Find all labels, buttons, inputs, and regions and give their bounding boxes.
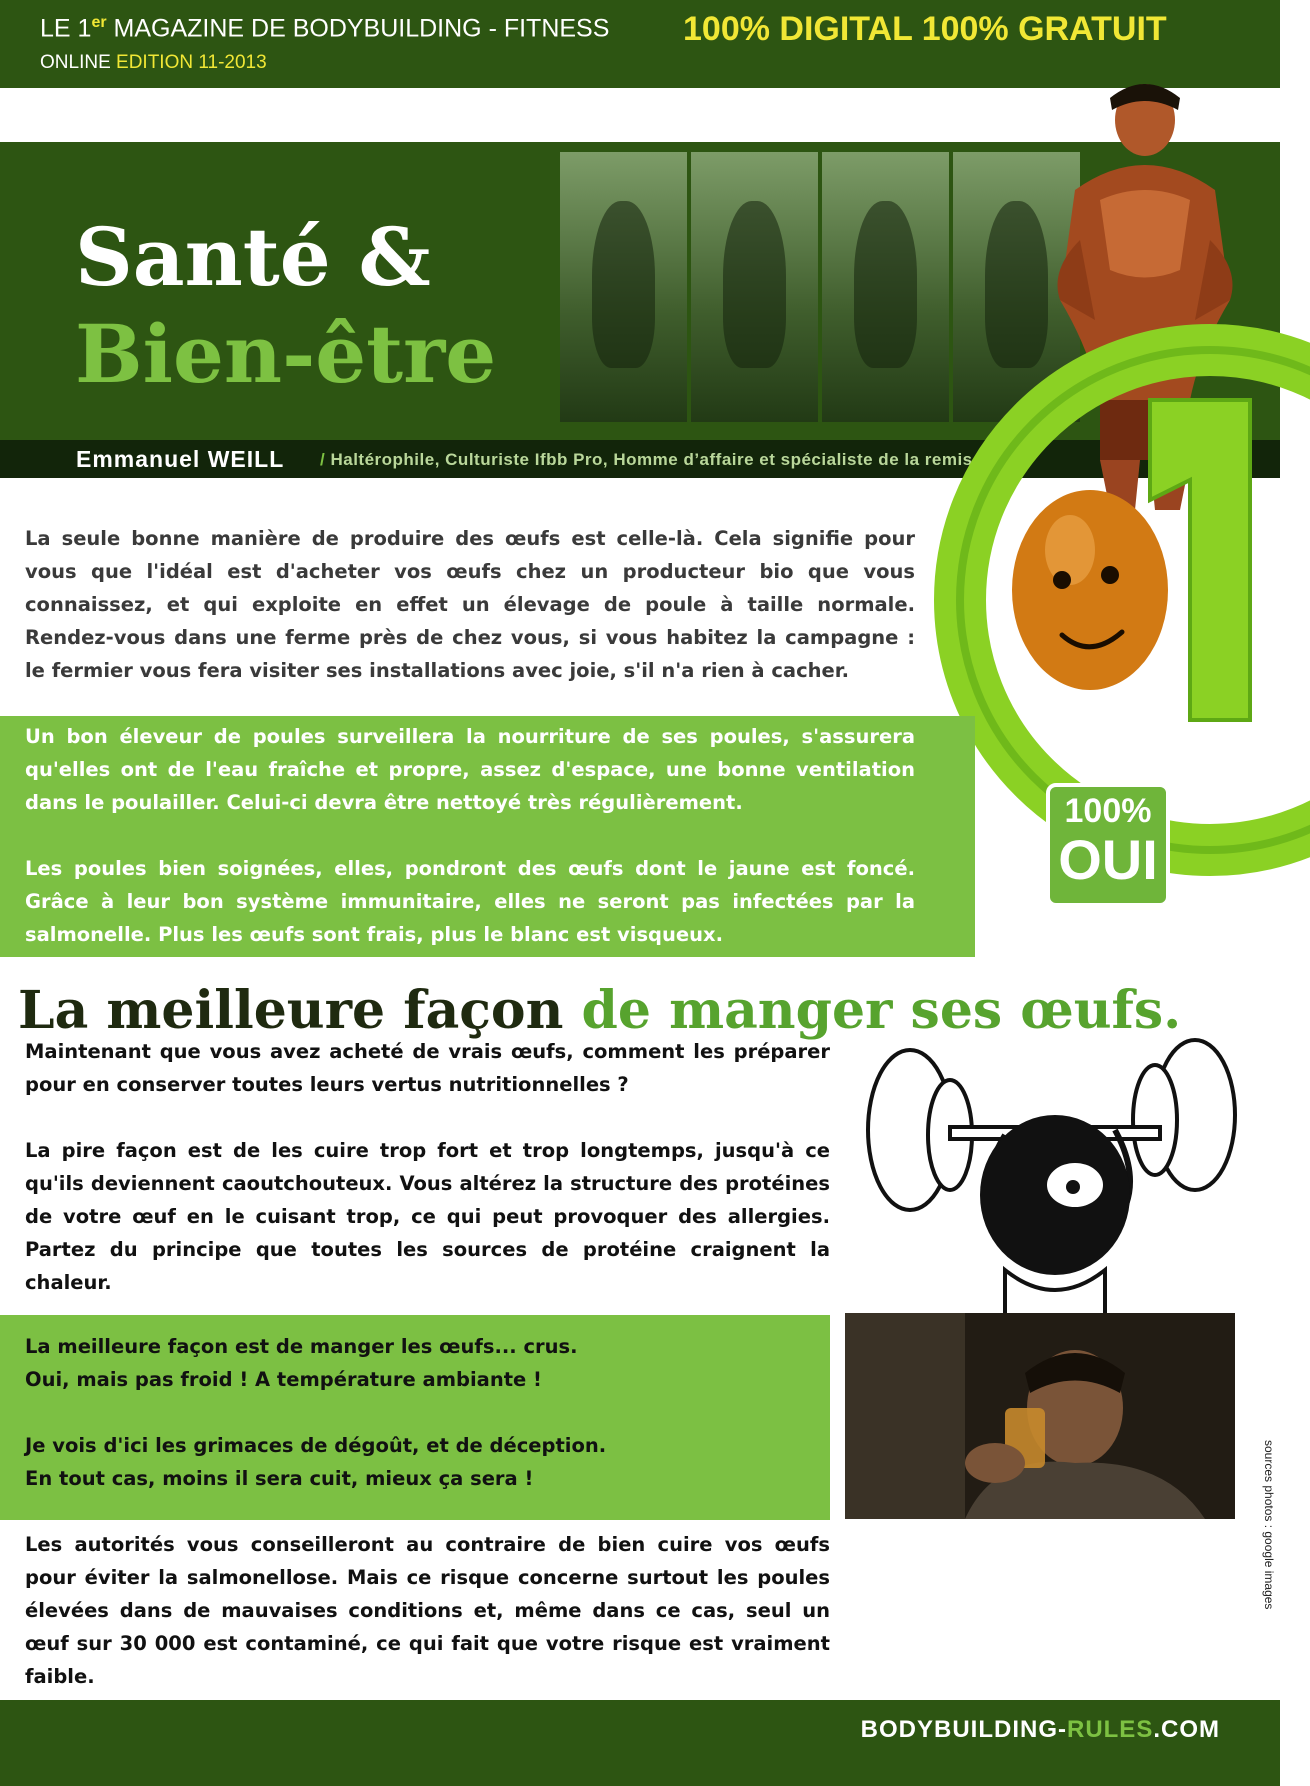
paragraph-intro: La seule bonne manière de produire des œufs est celle-là. Cela signifie pour vous que l'idéal est d'acheter vos œufs chez un producteur bio que vous connaissez, et qui exploite en effet un élevage de poule à taille normale. Rendez-vous dans une ferme près de chez vous, si vous habitez la campagne : le fermier vous fera visiter ses installations avec joie, s'il n'a rien à cacher.: [25, 527, 915, 682]
oui-badge: [1048, 790, 1168, 891]
paragraph-preparation: Maintenant que vous avez acheté de vrais œufs, comment les préparer pour en conserver toutes leurs vertus nutritionnelles ? La pire façon est de les cuire trop fort et trop longtemps, jusqu'à ce qu'ils deviennent caoutchouteux. Vous altérez la structure des protéines de votre œuf en le cuisant trop, ce qui peut provoquer des allergies. Partez du principe que toutes les sources de protéine craignent la chaleur.: [25, 1040, 830, 1294]
author-name: Emmanuel WEILL: [76, 446, 285, 472]
banner-tagline: 100% DIGITAL 100% GRATUIT: [683, 10, 1167, 48]
section-title-line1: Santé &: [75, 210, 431, 304]
photo-credits: sources photos : google images: [1262, 1440, 1276, 1610]
banner-superscript: er: [91, 14, 107, 31]
paragraph-raw-eggs: La meilleure façon est de manger les œufs... crus. Oui, mais pas froid ! A température ambiante ! Je vois d'ici les grimaces de dégoût, et de déception. En tout cas, moins il sera cuit, mieux ça sera !: [25, 1335, 607, 1490]
paragraph-breeder: Un bon éleveur de poules surveillera la nourriture de ses poules, s'assurera qu'elles ont de l'eau fraîche et propre, assez d'espace, une bonne ventilation dans le poulailler. Celui-ci devra être nettoyé très régulièrement. Les poules bien soignées, elles, pondront des œufs dont le jaune est foncé. Grâce à leur bon système immunitaire, elles ne seront pas infectées par la salmonelle. Plus les œufs sont frais, plus le blanc est visqueux.: [25, 725, 915, 946]
man-drinking-eggs-photo: [845, 1313, 1235, 1519]
section-title-line2: Bien-être: [75, 307, 497, 401]
banner-edition: ONLINE EDITION 11-2013: [40, 52, 267, 73]
smiling-egg-icon: [1012, 490, 1168, 690]
site-name: BODYBUILDING-RULES.COM: [860, 1716, 1220, 1743]
footer: [0, 1700, 1280, 1786]
bodybuilder-photo: [822, 152, 949, 422]
badge-percent: 100%: [1064, 792, 1152, 830]
badge-word: OUI: [1058, 828, 1158, 891]
author-role: / Haltérophile, Culturiste Ifbb Pro, Homme d’affaire et spécialiste de la remise en fo: [320, 450, 1031, 469]
article-headline: La meilleure façon de manger ses œufs.: [18, 980, 1182, 1041]
bodybuilder-photo: [691, 152, 818, 422]
weightlifter-cartoon-image: [855, 1035, 1265, 1315]
paragraph-salmonella: Les autorités vous conseilleront au contraire de bien cuire vos œufs pour éviter la salmonellose. Mais ce risque concerne surtout les poules élevées dans de mauvaises conditions et, même dans ce cas, seul un œuf sur 30 000 est contaminé, ce qui fait que votre risque est vraiment faible.: [25, 1533, 830, 1688]
bodybuilder-photo: [560, 152, 687, 422]
banner-line1: LE 1er MAGAZINE DE BODYBUILDING - FITNESS: [40, 14, 610, 43]
